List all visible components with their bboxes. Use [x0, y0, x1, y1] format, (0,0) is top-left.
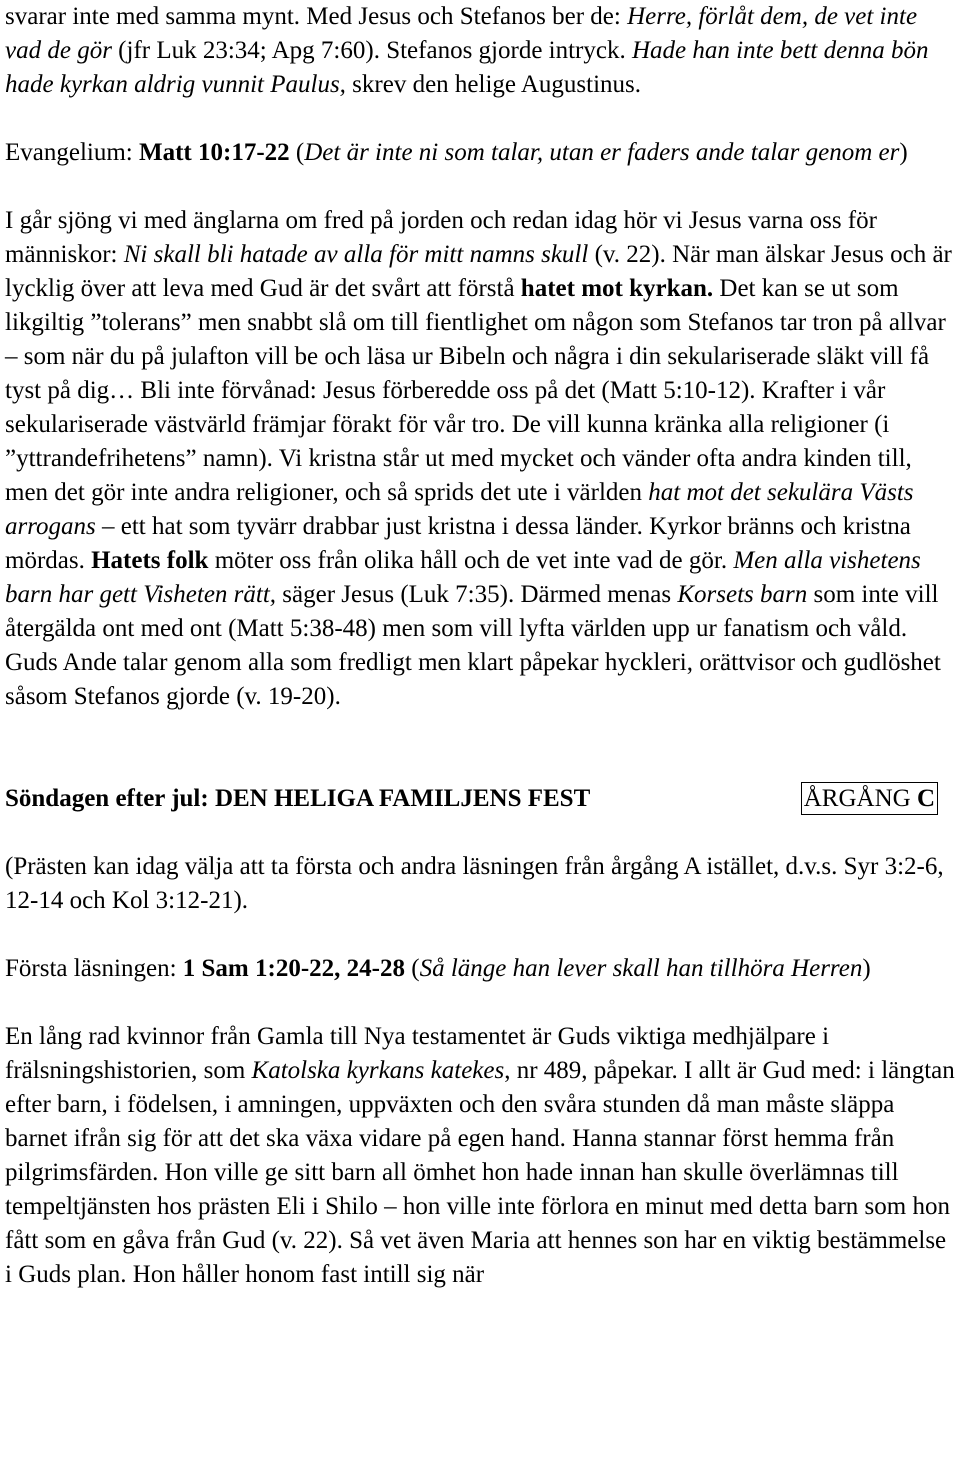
intro-paragraph: [5, 0, 955, 102]
paren-close: ): [862, 955, 871, 982]
italic-quote: Men alla vishetens barn har gett Visheten rätt,: [5, 547, 921, 608]
gospel-subtitle: Det är inte ni som talar, utan er faders ande talar genom er: [304, 139, 900, 166]
gospel-heading: [5, 136, 955, 170]
paren-open: (: [404, 955, 420, 982]
first-reading-heading: [5, 952, 955, 986]
priest-note: (Prästen kan idag välja att ta första och andra läsningen från årgång A istället, d.v.s. Syr 3:2-6, 12-14 och Kol 3:12-21).: [5, 853, 944, 914]
gospel-reference: Matt 10:17-22: [139, 139, 290, 166]
year-letter: C: [916, 785, 935, 812]
paren-open: (: [289, 139, 305, 166]
text-run: Det kan se ut som likgiltig ”tolerans” men snabbt slå om till fientlighet om någon som Stefanos tar tron på allvar – som när du på julafton vill be och läsa ur Bibeln och några i din sekulariserade släkt vill få tyst på dig… Bli inte förvånad: Jesus förberedde oss på det (Matt 5:10-12). Krafter i vår sekulariserade västvärld främjar förakt för vår tro. De vill kunna kränka alla religioner (i ”yttrandefrihetens” namn). Vi kristna står ut med mycket och vänder ofta andra kinden till, men det gör inte andra religioner, och så sprids det ute i världen: [5, 275, 946, 506]
italic-quote: Hade han inte bett denna bön hade kyrkan aldrig vunnit Paulus,: [5, 37, 929, 98]
gospel-body-paragraph: [5, 204, 955, 714]
paren-close: ): [899, 139, 908, 166]
section-heading-row: [5, 782, 955, 816]
italic-title: Katolska kyrkans katekes: [251, 1057, 505, 1084]
italic-phrase: Korsets barn: [677, 581, 808, 608]
text-run: (jfr Luk 23:34; Apg 7:60). Stefanos gjorde intryck.: [111, 37, 632, 64]
document-page: [5, 0, 955, 1292]
sunday-title: Söndagen efter jul: DEN HELIGA FAMILJENS FEST: [5, 785, 591, 812]
bold-phrase: Hatets folk: [91, 547, 209, 574]
text-run: säger Jesus (Luk 7:35). Därmed menas: [276, 581, 678, 608]
first-reading-label: Första läsningen:: [5, 955, 183, 982]
text-run: En lång rad kvinnor från Gamla till Nya testamentet är Guds viktiga medhjälpare i frälsningshistorien, som: [5, 1023, 830, 1084]
text-run: möter oss från olika håll och de vet inte vad de gör.: [208, 547, 734, 574]
first-reading-reference: 1 Sam 1:20-22, 24-28: [182, 955, 405, 982]
year-label: ÅRGÅNG: [803, 785, 917, 812]
text-run: svarar inte med samma mynt. Med Jesus och Stefanos ber de:: [5, 3, 628, 30]
first-reading-body-paragraph: [5, 1020, 955, 1292]
text-run: som inte vill återgälda ont med ont (Matt 5:38-48) men som vill lyfta världen upp ur fanatism och våld. Guds Ande talar genom alla som fredligt men klart påpekar hyckleri, orättvisor och gudlöshet såsom Stefanos gjorde (v. 19-20).: [5, 581, 941, 710]
first-reading-subtitle: Så länge han lever skall han tillhöra Herren: [419, 955, 863, 982]
italic-quote: Herre, förlåt dem, de vet inte vad de gör: [5, 3, 918, 64]
gospel-label: Evangelium:: [5, 139, 139, 166]
text-run: skrev den helige Augustinus.: [345, 71, 642, 98]
bold-phrase: hatet mot kyrkan.: [520, 275, 714, 302]
text-run: (v. 22). När man älskar Jesus och är lycklig över att leva med Gud är det svårt att förstå: [5, 241, 952, 302]
text-run: I går sjöng vi med änglarna om fred på jorden och redan idag hör vi Jesus varna oss för människor:: [5, 207, 877, 268]
italic-phrase: hat mot det sekulära Västs arrogans: [5, 479, 914, 540]
text-run: – ett hat som tyvärr drabbar just kristna i dessa länder. Kyrkor bränns och kristna mördas.: [5, 513, 911, 574]
text-run: , nr 489, påpekar. I allt är Gud med: i längtan efter barn, i födelsen, i amningen, uppväxten och den svåra stunden då man måste släppa barnet ifrån sig för att det ska växa vidare på egen hand. Hanna stannar först hemma från pilgrimsfärden. Hon ville ge sitt barn all ömhet hon hade innan han skulle överlämnas till tempeltjänsten hos prästen Eli i Shilo – hon ville inte förlora en minut med detta barn som hon fått som en gåva från Gud (v. 22). Så vet även Maria att hennes son har en viktig bestämmelse i Guds plan. Hon håller honom fast intill sig när: [5, 1057, 955, 1288]
year-badge: [801, 782, 938, 815]
italic-quote: Ni skall bli hatade av alla för mitt namns skull: [123, 241, 589, 268]
